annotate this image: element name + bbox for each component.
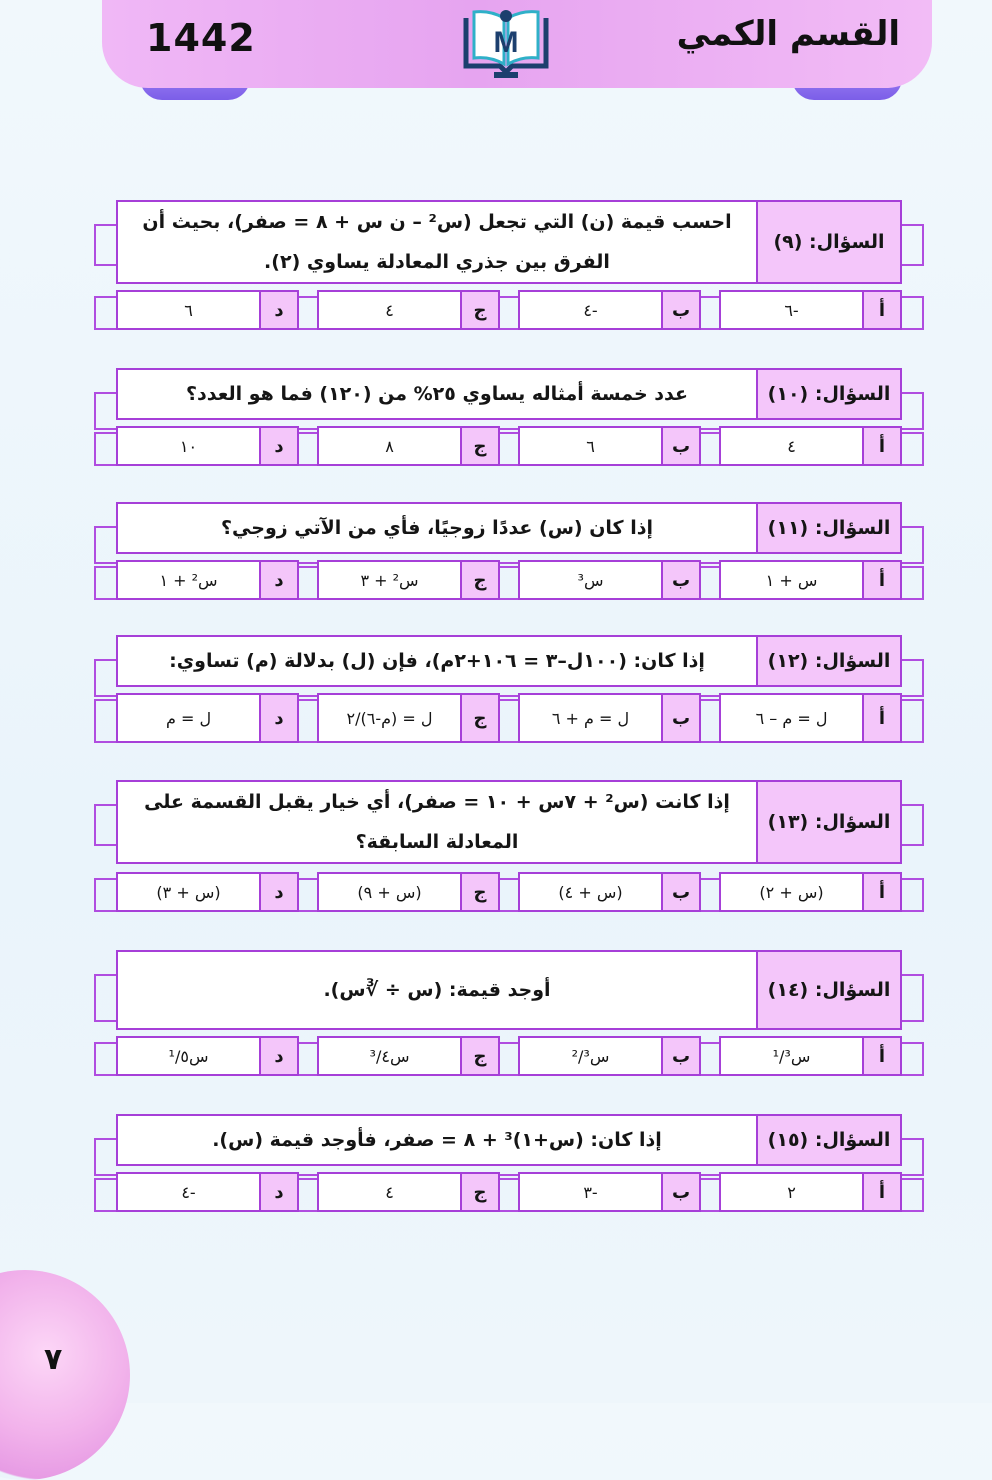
option-d[interactable]: د س² + ١ [116,560,299,600]
option-a[interactable]: أ ٤ [719,426,902,466]
option-b[interactable]: ب س²/³ [518,1036,701,1076]
option-c[interactable]: ج ل = (م-٦)/٢ [317,693,500,743]
options-row [116,693,902,743]
option-a[interactable]: أ س¹/³ [719,1036,902,1076]
question-text: إذا كان: (س+١)³ + ٨ = صفر، فأوجد قيمة (س). [212,1129,662,1151]
section-title: القسم الكمي [676,14,900,54]
option-d[interactable]: د س¹/٥ [116,1036,299,1076]
question-label: السؤال: (١٣) [756,782,900,862]
option-d[interactable]: د -٤ [116,1172,299,1212]
book-logo-icon [460,4,552,80]
option-b[interactable]: ب (س + ٤) [518,872,701,912]
year-label: 1442 [146,16,256,60]
options-row [116,1172,902,1212]
option-d[interactable]: د (س + ٣) [116,872,299,912]
option-c[interactable]: ج ٤ [317,290,500,330]
question-text: عدد خمسة أمثاله يساوي ٢٥% من (١٢٠) فما هو العدد؟ [186,383,688,405]
options-row [116,872,902,912]
page-number: ٧ [44,1342,63,1377]
option-c[interactable]: ج س³/٤ [317,1036,500,1076]
question-label: السؤال: (١٠) [756,370,900,418]
question-text: إذا كانت (س² + ٧س + ١٠ = صفر)، أي خيار يقبل القسمة على المعادلة السابقة؟ [144,791,730,853]
decorative-bubble [0,1270,130,1480]
question-label: السؤال: (١٤) [756,952,900,1028]
options-row [116,1036,902,1076]
option-a[interactable]: أ ٢ [719,1172,902,1212]
question-text: إذا كان (س) عددًا زوجيًا، فأي من الآتي زوجي؟ [221,517,653,539]
option-d[interactable]: د ل = م [116,693,299,743]
option-c[interactable]: ج (س + ٩) [317,872,500,912]
question-text: أوجد قيمة: (س ÷ ∛س). [323,979,551,1001]
option-c[interactable]: ج س² + ٣ [317,560,500,600]
option-a[interactable]: أ ل = م – ٦ [719,693,902,743]
option-c[interactable]: ج ٨ [317,426,500,466]
question-text: احسب قيمة (ن) التي تجعل (س² – ن س + ٨ = صفر)، بحيث أن الفرق بين جذري المعادلة يساوي (٢). [142,211,732,273]
question-text: إذا كان: (١٠٠ل–٣ = ١٠٦+٢م)، فإن (ل) بدلالة (م) تساوي: [169,650,705,672]
option-a[interactable]: أ (س + ٢) [719,872,902,912]
options-row [116,560,902,600]
option-a[interactable]: أ -٦ [719,290,902,330]
options-row [116,426,902,466]
option-b[interactable]: ب س³ [518,560,701,600]
question-label: السؤال: (٩) [756,202,900,282]
question-label: السؤال: (١٥) [756,1116,900,1164]
option-c[interactable]: ج ٤ [317,1172,500,1212]
option-b[interactable]: ب -٤ [518,290,701,330]
option-b[interactable]: ب ل = م + ٦ [518,693,701,743]
logo-letter: M [493,26,519,59]
option-a[interactable]: أ س + ١ [719,560,902,600]
option-b[interactable]: ب -٣ [518,1172,701,1212]
option-b[interactable]: ب ٦ [518,426,701,466]
options-row [116,290,902,330]
question-label: السؤال: (١٢) [756,637,900,685]
question-label: السؤال: (١١) [756,504,900,552]
option-d[interactable]: د ٦ [116,290,299,330]
option-d[interactable]: د ١٠ [116,426,299,466]
